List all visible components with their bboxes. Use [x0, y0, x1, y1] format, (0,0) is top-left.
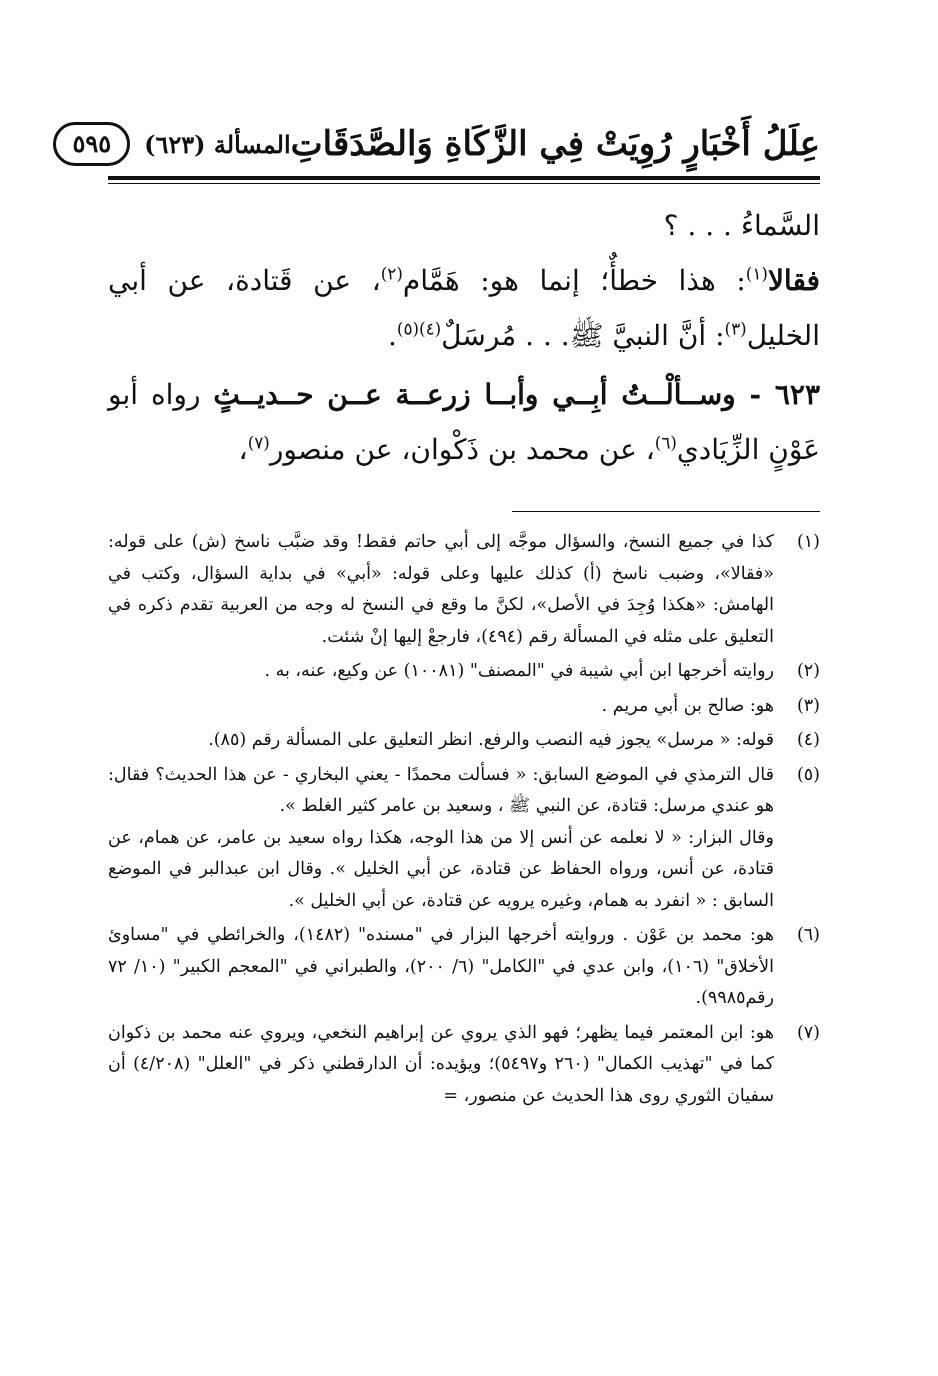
footnote-ref-2[interactable]: (٢) [380, 263, 403, 284]
entry-text-c: ، [238, 433, 248, 466]
paragraph-answer [108, 253, 820, 363]
page-header [72, 112, 820, 176]
footnote-ref-1[interactable]: (١) [745, 263, 768, 284]
footnote-number: (٣) [796, 695, 820, 716]
footnote-number: (٥) [796, 764, 820, 785]
issue-label: المسألة (٦٢٣) [144, 129, 291, 159]
footnote [108, 920, 820, 1015]
header-rule-thick [108, 176, 820, 180]
footnote [108, 691, 820, 723]
footnote [108, 760, 820, 918]
page-number: ٥٩٥ [53, 122, 130, 166]
footnote [108, 656, 820, 688]
footnote-ref-7[interactable]: (٧) [247, 432, 270, 453]
entry-text-b: ، عن محمد بن ذَكْوان، عن منصور [269, 433, 655, 466]
answer-text-d: . [388, 319, 397, 352]
footnote-number: (١) [796, 532, 820, 552]
footnote-number: (٢) [796, 661, 820, 681]
answer-text-a: : هذا خطأٌ؛ إنما هو: هَمَّام [402, 264, 746, 297]
footnote-ref-6[interactable]: (٦) [654, 432, 677, 453]
footnote-text: هو: محمد بن عَوْن . وروايته أخرجها البزار في "مسنده" (١٤٨٢)، والخرائطي في "مساوئ الأخلاق" (١٠٦)، وابن عدي في "الكامل" (٦/ ٢٠٠)، والطبراني في "المعجم الكبير" (١٠/ ٧٢ رقم٩٩٨٥). [108, 925, 774, 1008]
footnote [108, 725, 820, 757]
footnote-text: هو: صالح بن أبي مريم . [601, 695, 774, 716]
footnote-ref-4-5[interactable]: (٤)(٥) [396, 318, 442, 339]
header-meta [53, 122, 290, 166]
footnotes [108, 527, 820, 1115]
footnote-text: كذا في جميع النسخ، والسؤال موجَّه إلى أبي حاتم فقط! وقد ضبَّب ناسخ (ش) على قوله: «فقالا»، وضبب ناسخ (أ) كذلك عليها وعلى قوله: «أبي» في بداية السؤال، وكتب في الهامش: «هكذا وُجِدَ في الأصل»، لكنَّ ما وقع في النسخ له وجه من العربية تقدم ذكره في التعليق على مثله في المسألة رقم (٤٩٤)، فارجعْ إليها إنْ شئت. [108, 532, 774, 647]
footnote-text: هو: ابن المعتمر فيما يظهر؛ فهو الذي يروي عن إبراهيم النخعي، ويروي عنه محمد بن ذكوان كما في "تهذيب الكمال" (٢٦٠ و٥٤٩٧)؛ ويؤيده: أن الدارقطني ذكر في "العلل" (٤/٢٠٨) أن سفيان الثوري روى هذا الحديث عن منصور، = [108, 1022, 775, 1106]
entry-heading: ٦٢٣ - وســألْــتُ أبِــي وأبــا زرعــة عــن حــديــثٍ [213, 378, 820, 411]
answer-text-c: : أنَّ النبيَّ ﷺ. . . مُرسَلٌ [441, 319, 725, 352]
book-title: عِلَلُ أَخْبَارٍ رُوِيَتْ فِي الزَّكَاةِ وَالصَّدَقَاتِ [290, 124, 820, 164]
entry-text-a: رواه أبو عَوْنٍ الزِّيَادي [108, 378, 820, 466]
paragraph-entry-623 [108, 367, 820, 477]
footnote [108, 1018, 820, 1113]
footnote-text: روايته أخرجها ابن أبي شيبة في "المصنف" (١٠٠٨١) عن وكيع، عنه، به . [264, 661, 774, 681]
footnote-separator [512, 511, 820, 512]
footnote-ref-3[interactable]: (٣) [724, 318, 747, 339]
header-rule-thin [108, 183, 820, 184]
answer-text-b: ، عن قَتادة، عن أبي الخليل [108, 264, 820, 352]
footnote-number: (٧) [796, 1022, 820, 1043]
footnote-number: (٤) [796, 730, 820, 750]
main-text [108, 198, 820, 477]
footnote-number: (٦) [796, 925, 820, 945]
footnote-text: قوله: « مرسل» يجوز فيه النصب والرفع. انظر التعليق على المسألة رقم (٨٥). [208, 730, 774, 750]
answer-word: فقالا [767, 264, 820, 297]
footnote-text: وقال البزار: « لا نعلمه عن أنس إلا من هذا الوجه، هكذا رواه سعيد بن عامر، عن همام، عن قتادة، عن أنس، ورواه الحفاظ عن قتادة، عن أبي الخليل ». وقال ابن عبدالبر في الموضع السابق : « انفرد به همام، وغيره يرويه عن قتادة، عن أبي الخليل ». [108, 827, 774, 911]
footnote-text: قال الترمذي في الموضع السابق: « فسألت محمدًا - يعني البخاري - عن هذا الحديث؟ فقال: هو عندي مرسل: قتادة، عن النبي ﷺ ، وسعيد بن عامر كثير الغلط ». [108, 764, 774, 816]
paragraph-continuation: السَّماءُ . . . ؟ [663, 209, 820, 242]
footnote [108, 527, 820, 653]
